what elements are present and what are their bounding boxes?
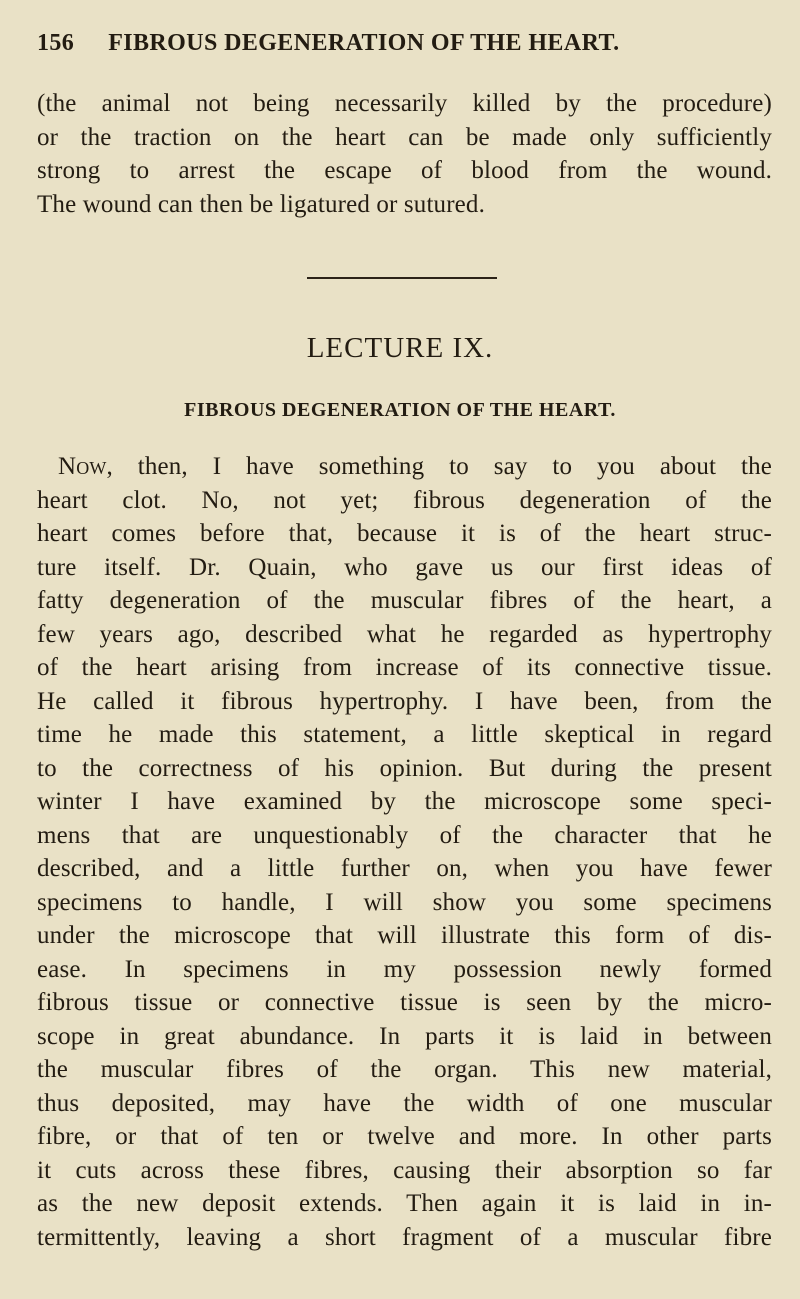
text-line: specimens to handle, I will show you some specimens [37,888,772,916]
text-line: fatty degeneration of the muscular fibres of the heart, a [37,587,772,614]
carry-over-paragraph [37,87,772,221]
text-line: time he made this statement, a little skeptical in regard [37,721,772,748]
text-line: the muscular fibres of the organ. This new material, [37,1056,772,1083]
lecture-title: LECTURE IX. [306,332,494,364]
text-line: ease. In specimens in my possession newly formed [37,955,772,983]
text-line: strong to arrest the escape of blood from the wound. [37,157,772,184]
text-line: as the new deposit extends. Then again it is laid in in- [37,1190,772,1217]
lecture-subtitle: FIBROUS DEGENERATION OF THE HEART. [184,399,616,421]
text-line: heart clot. No, not yet; fibrous degeneration of the [37,486,772,514]
text-line: termittently, leaving a short fragment of a muscular fibre [37,1223,772,1251]
text-line: it cuts across these fibres, causing their absorption so far [37,1156,772,1184]
text-line: (the animal not being necessarily killed by the procedure) [37,90,772,117]
text-line: ture itself. Dr. Quain, who gave us our first ideas of [37,553,772,581]
page-number: 156 [37,30,75,56]
opening-line [37,450,772,484]
text-line: scope in great abundance. In parts it is laid in between [37,1022,772,1050]
running-head [37,30,670,57]
text-line: winter I have examined by the microscope some speci- [37,788,772,815]
text-line: of the heart arising from increase of its connective tissue. [37,654,772,681]
text-line: or the traction on the heart can be made only sufficiently [37,123,772,151]
opening-word: Now, [58,453,113,480]
text-line: mens that are unquestionably of the character that he [37,821,772,849]
text-line: fibre, or that of ten or twelve and more. In other parts [37,1123,772,1150]
text-line: fibrous tissue or connective tissue is seen by the micro- [37,989,772,1016]
text-line: He called it fibrous hypertrophy. I have been, from the [37,687,772,715]
text-line: described, and a little further on, when you have fewer [37,855,772,882]
section-divider [307,277,497,279]
text-line: The wound can then be ligatured or sutured. [37,190,485,218]
lecture-body [37,450,772,1254]
opening-line-text: then, I have something to say to you about the [137,453,772,480]
text-line: heart comes before that, because it is of the heart struc- [37,520,772,547]
running-head-title: FIBROUS DEGENERATION OF THE HEART. [108,30,620,56]
text-line: thus deposited, may have the width of one muscular [37,1089,772,1117]
text-line: under the microscope that will illustrate this form of dis- [37,922,772,949]
text-line: few years ago, described what he regarded as hypertrophy [37,620,772,648]
text-line: to the correctness of his opinion. But during the present [37,754,772,782]
